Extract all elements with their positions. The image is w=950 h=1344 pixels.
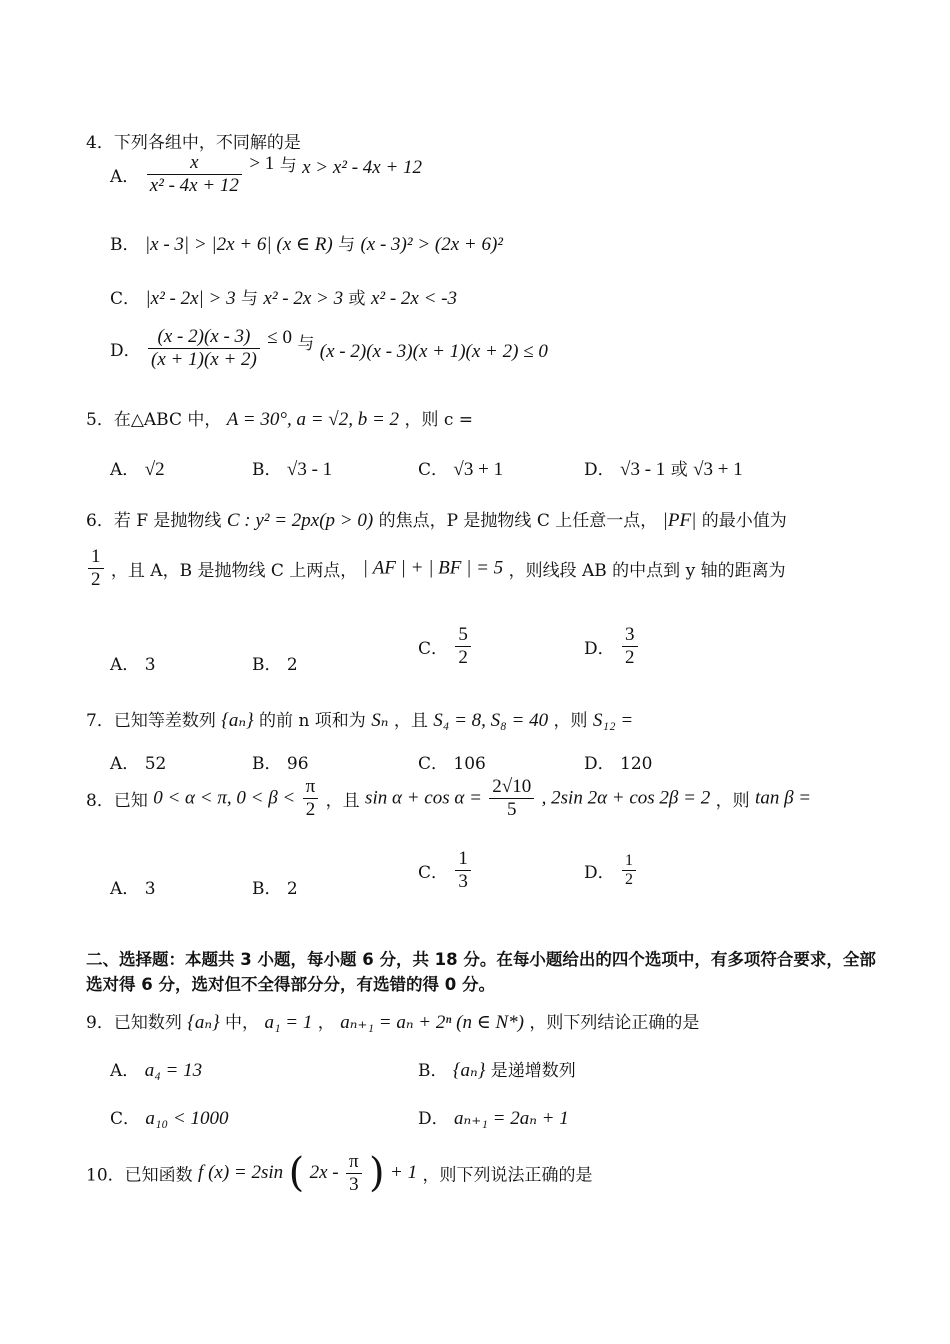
q8-option-c: C． $\frac{1}{3}$	[418, 848, 473, 893]
q7-option-d: D． 120	[584, 754, 653, 774]
q9-option-c: C． a₁₀ < 1000	[110, 1108, 229, 1129]
section-2-heading: 二、选择题：本题共 3 小题，每小题 6 分，共 18 分。在每小题给出的四个选项中，有多项符合要求，全部选对得 6 分，选对但不全得部分分，有选错的得 0 分。	[86, 950, 876, 994]
q5-option-d: D． √3 - 1 或 √3 + 1	[584, 459, 743, 480]
option-label: A．	[110, 167, 140, 187]
q6-option-a: A． 3	[110, 655, 156, 675]
q6-half-fraction: $\frac{1}{2}$	[88, 546, 104, 591]
q7-option-c: C． 106	[418, 754, 486, 774]
q8-sqrt-fraction: $\frac{2√10}{5}$	[489, 776, 534, 821]
q5-stem: 5．在△ABC 中， A = 30°, a = √2, b = 2 ，则 c =	[86, 409, 474, 430]
q8-option-a: A． 3	[110, 879, 156, 899]
q6-option-c: C． $\frac{5}{2}$	[418, 624, 473, 669]
q9-option-b: B． {aₙ} 是递增数列	[418, 1060, 576, 1081]
q4-option-d: D． $\frac{(x - 2)(x - 3)}{(x + 1)(x + 2)}$ ≤ 0 与 (x - 2)(x - 3)(x + 1)(x + 2) ≤ 0	[110, 326, 548, 370]
q5-option-c: C． √3 + 1	[418, 459, 504, 480]
q9-option-a: A． a₄ = 13	[110, 1060, 203, 1081]
q6-stem-line2: $\frac{1}{2}$ ，且 A，B 是抛物线 C 上两点， | AF | + | BF | = 5 ，则线段 AB 的中点到 y 轴的距离为	[86, 546, 786, 591]
q4a-fraction: $\frac{x}{\text{x² - 4x + 12}}$	[147, 152, 242, 197]
q6-option-d: D． $\frac{3}{2}$	[584, 624, 640, 669]
q4-option-b: B． |x - 3| > |2x + 6| (x ∈ R) 与 (x - 3)² > (2x + 6)²	[110, 234, 504, 255]
q4-option-c: C． |x² - 2x| > 3 与 x² - 2x > 3 或 x² - 2x < -3	[110, 288, 457, 309]
q7-option-b: B． 96	[252, 754, 309, 774]
q5-option-b: B． √3 - 1	[252, 459, 333, 480]
q6-option-b: B． 2	[252, 655, 298, 675]
q7-stem: 7．已知等差数列 {aₙ} 的前 n 项和为 Sₙ ，且 S₄ = 8, S₈ = 40 ，则 S₁₂ =	[86, 710, 634, 731]
q8-option-d: D． $\frac{1}{2}$	[584, 852, 638, 889]
q10-pi-over-3: $\frac{\pi}{3}$	[346, 1151, 362, 1196]
q8-pi-over-2: $\frac{\pi}{2}$	[303, 776, 319, 821]
q4-option-a: A． $\frac{x}{\text{x² - 4x + 12}}$ > 1 与 x > x² - 4x + 12	[110, 152, 423, 196]
q7-option-a: A． 52	[110, 754, 167, 774]
q6-stem-line1: 6．若 F 是抛物线 C : y² = 2px(p > 0) 的焦点，P 是抛物线 C 上任意一点， |PF| 的最小值为	[86, 510, 787, 531]
q10-stem: 10．已知函数 f (x) = 2sin ( 2x - $\frac{\pi}{3}$ ) + 1 ，则下列说法正确的是	[86, 1150, 593, 1196]
q9-stem: 9．已知数列 {aₙ} 中， a₁ = 1 ， aₙ₊₁ = aₙ + 2ⁿ (n ∈ N*) ，则下列结论正确的是	[86, 1012, 700, 1033]
q4-stem: 4．下列各组中，不同解的是	[86, 133, 301, 153]
q8-stem: 8．已知 0 < α < π, 0 < β < $\frac{\pi}{2}$ ，且 sin α + cos α = $\frac{2√10}{5}$ , 2sin 2α + cos 2β = 2 ，则 tan β =	[86, 776, 812, 820]
q10-right-paren: )	[369, 1150, 385, 1196]
q9-option-d: D． aₙ₊₁ = 2aₙ + 1	[418, 1108, 569, 1129]
q8-option-b: B． 2	[252, 879, 298, 899]
q10-left-paren: (	[288, 1150, 305, 1196]
q5-option-a: A． √2	[110, 459, 165, 480]
q4d-fraction: $\frac{(x - 2)(x - 3)}{(x + 1)(x + 2)}$	[148, 326, 260, 371]
